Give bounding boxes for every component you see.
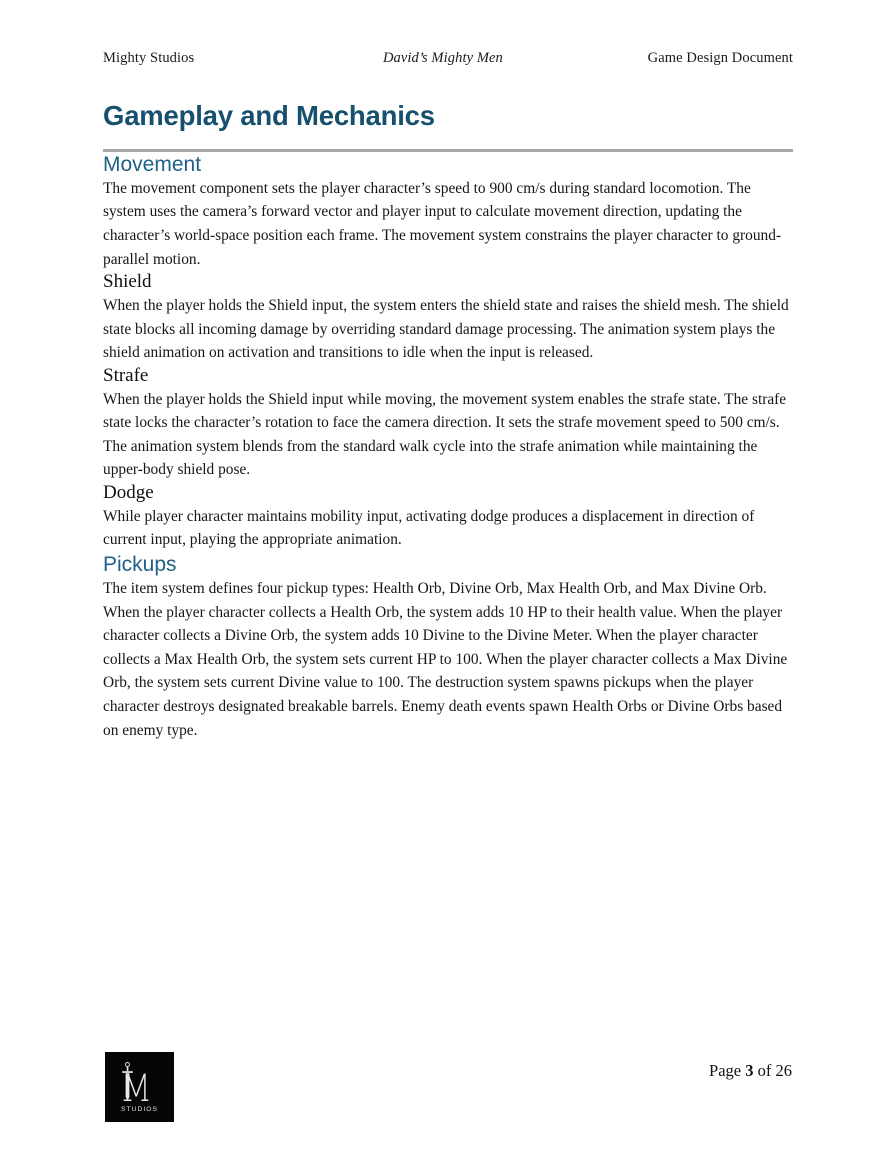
section-body-movement: The movement component sets the player character’s speed to 900 cm/s during standard locomotion. The system uses the camera’s forward vector and player input to calculate movement direction, updating the character’s world-space position each frame. The movement system constrains the player character to ground-parallel motion.: [103, 179, 782, 268]
page-number-value: 3: [745, 1061, 754, 1080]
header-document-type: Game Design Document: [647, 50, 793, 66]
section-heading-pickups: Pickups: [103, 552, 177, 576]
subsection-body-strafe: When the player holds the Shield input while moving, the movement system enables the strafe state. The strafe state locks the character’s rotation to face the camera direction. It sets the strafe movement speed to 500 cm/s. The animation system blends from the standard walk cycle into the strafe animation while maintaining the upper-body shield pose.: [103, 390, 787, 479]
document-content: [103, 100, 793, 742]
logo-wordmark-text: STUDIOS: [120, 1105, 159, 1113]
page-of-label: of: [757, 1061, 772, 1080]
page-title: Gameplay and Mechanics: [103, 100, 435, 131]
subsection-body-shield: When the player holds the Shield input, the system enters the shield state and raises the shield mesh. The shield state blocks all incoming damage by overriding standard damage processing. The animation system plays the shield animation on activation and transitions to idle when the input is released.: [103, 296, 789, 362]
subsection-heading-shield: Shield: [103, 271, 152, 293]
section-heading-movement: Movement: [103, 152, 202, 176]
subsection-heading-dodge: Dodge: [103, 481, 154, 503]
section-body-pickups: The item system defines four pickup types: Health Orb, Divine Orb, Max Health Orb, and Max Divine Orb. When the player character collects a Health Orb, the system adds 10 HP to their health value. When the player character collects a Divine Orb, the system adds 10 Divine to the Divine Meter. When the player character collects a Max Health Orb, the system sets current HP to 100. When the player character collects a Max Divine Orb, the system sets current Divine value to 100. The destruction system spawns pickups when the player character destroys designated breakable barrels. Enemy death events spawn Health Orbs or Divine Orbs based on enemy type.: [103, 580, 788, 739]
header-company: Mighty Studios: [103, 50, 195, 66]
subsection-body-dodge: While player character maintains mobility input, activating dodge produces a displacement in direction of current input, playing the appropriate animation.: [103, 507, 755, 549]
studio-logo: [105, 1052, 174, 1122]
dagger-m-monogram-icon: [105, 1052, 174, 1122]
page-number-footer: [709, 1061, 792, 1081]
page-total-value: 26: [775, 1061, 792, 1080]
header-document-title: David’s Mighty Men: [382, 50, 503, 66]
page-label: Page: [709, 1061, 742, 1080]
running-header: [103, 50, 793, 67]
subsection-heading-strafe: Strafe: [103, 364, 149, 386]
